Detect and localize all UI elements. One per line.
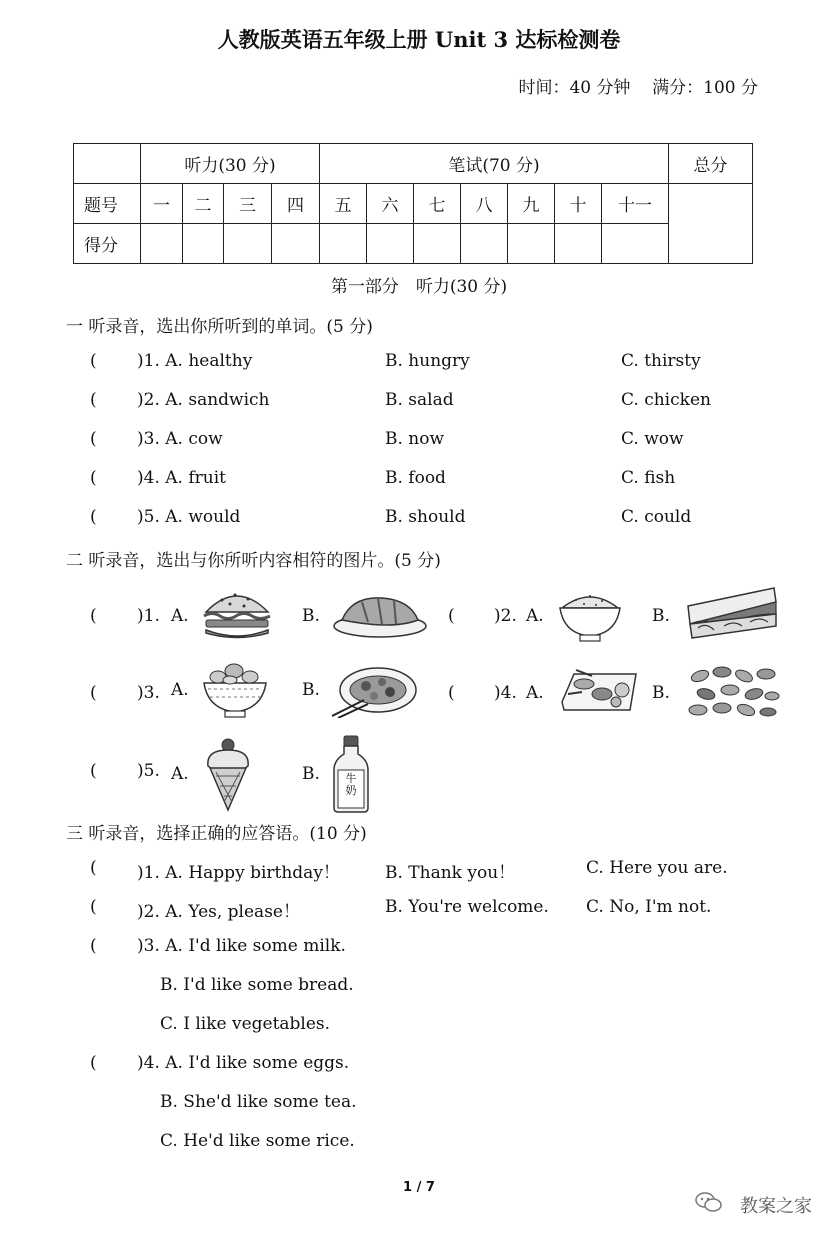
question-1-3-c: C. wow [621,429,684,449]
option-b-label: B. [302,606,320,626]
score-cell[interactable] [367,224,414,264]
question-3-3-b: B. I'd like some bread. [160,975,354,995]
food-tray-image[interactable] [558,664,640,714]
question-1-5-c: C. could [621,507,692,527]
answer-blank[interactable]: ( [90,936,97,956]
option-a-label: A. [171,764,189,784]
score-cell[interactable] [183,224,224,264]
question-3-2-b: B. You're welcome. [385,897,549,917]
answer-blank[interactable]: ( [448,606,455,626]
question-3-4-a: )4. A. I'd like some eggs. [137,1053,350,1073]
question-number: 十 [555,184,602,224]
hamburger-image[interactable] [200,586,274,642]
section-1-heading: 一 听录音，选出你所听到的单词。(5 分) [66,317,373,337]
dumpling-bowl-image[interactable] [200,659,270,719]
question-1-2-b: B. salad [385,390,454,410]
question-2-4-number: )4. [494,683,517,703]
section-3-heading: 三 听录音，选择正确的应答语。(10 分) [66,824,367,844]
wechat-icon [694,1190,724,1214]
question-2-2-number: )2. [494,606,517,626]
score-cell[interactable] [602,224,669,264]
score-table [73,143,753,264]
question-3-3-c: C. I like vegetables. [160,1014,331,1034]
salad-plate-image[interactable] [330,660,420,718]
sandwich-image[interactable] [684,584,780,642]
score-table-corner [74,144,141,184]
question-1-3-b: B. now [385,429,445,449]
question-number: 四 [272,184,320,224]
option-b-label: B. [302,680,320,700]
answer-blank[interactable]: ( [90,858,97,878]
question-1-3-a: )3. A. cow [137,429,223,449]
total-header: 总分 [669,144,753,184]
score-cell[interactable] [224,224,272,264]
answer-blank[interactable]: ( [90,351,97,371]
score-cell[interactable] [320,224,367,264]
option-a-label: A. [526,606,544,626]
option-b-label: B. [652,683,670,703]
answer-blank[interactable]: ( [90,897,97,917]
score-cell[interactable] [508,224,555,264]
candy-pile-image[interactable] [686,662,780,718]
question-1-4-c: C. fish [621,468,676,488]
question-3-3-a: )3. A. I'd like some milk. [137,936,346,956]
question-2-1-number: )1. [137,606,160,626]
exam-meta [518,73,758,98]
page-number: 1 / 7 [403,1180,435,1195]
score-cell[interactable] [272,224,320,264]
question-1-4-b: B. food [385,468,446,488]
score-cell[interactable] [414,224,461,264]
option-b-label: B. [652,606,670,626]
question-number: 九 [508,184,555,224]
answer-blank[interactable]: ( [90,761,97,781]
listening-header: 听力(30 分) [141,144,320,184]
answer-blank[interactable]: ( [448,683,455,703]
question-number: 八 [461,184,508,224]
question-1-2-a: )2. A. sandwich [137,390,270,410]
page-title: 人教版英语五年级上册 Unit 3 达标检测卷 [217,27,621,52]
question-1-5-b: B. should [385,507,466,527]
question-number: 一 [141,184,183,224]
question-2-5-number: )5. [137,761,160,781]
question-3-4-c: C. He'd like some rice. [160,1131,355,1151]
answer-blank[interactable]: ( [90,507,97,527]
answer-blank[interactable]: ( [90,1053,97,1073]
question-1-1-b: B. hungry [385,351,470,371]
fish-dish-image[interactable] [332,590,428,640]
option-b-label: B. [302,764,320,784]
option-a-label: A. [171,680,189,700]
rice-bowl-image[interactable] [556,584,624,644]
question-2-3-number: )3. [137,683,160,703]
written-header: 笔试(70 分) [320,144,669,184]
option-a-label: A. [526,683,544,703]
question-1-5-a: )5. A. would [137,507,241,527]
question-3-2-a: )2. A. Yes, please！ [137,902,300,922]
option-a-label: A. [171,606,189,626]
question-3-1-c: C. Here you are. [586,858,728,878]
score-row-label: 得分 [74,224,141,264]
answer-blank[interactable]: ( [90,468,97,488]
question-number: 六 [367,184,414,224]
question-1-2-c: C. chicken [621,390,711,410]
question-3-1-a: )1. A. Happy birthday！ [137,863,340,883]
question-3-2-c: C. No, I'm not. [586,897,712,917]
milk-bottle-label: 牛奶 [345,772,357,797]
question-number: 七 [414,184,461,224]
score-cell[interactable] [555,224,602,264]
section-2-heading: 二 听录音，选出与你所听内容相符的图片。(5 分) [66,551,441,571]
question-number: 五 [320,184,367,224]
answer-blank[interactable]: ( [90,429,97,449]
full-score: 满分：100 分 [652,78,758,98]
answer-blank[interactable]: ( [90,683,97,703]
question-number: 十一 [602,184,669,224]
part-one-title: 第一部分 听力(30 分) [330,277,508,297]
ice-cream-cone-image[interactable] [202,736,254,812]
watermark-text: 教案之家 [740,1196,812,1217]
score-cell[interactable] [141,224,183,264]
time-limit: 时间：40 分钟 [518,78,631,98]
total-score-cell[interactable] [669,184,753,264]
answer-blank[interactable]: ( [90,390,97,410]
score-cell[interactable] [461,224,508,264]
question-3-4-b: B. She'd like some tea. [160,1092,357,1112]
question-1-1-a: )1. A. healthy [137,351,253,371]
question-1-1-c: C. thirsty [621,351,701,371]
question-3-1-b: B. Thank you！ [385,863,516,883]
question-number: 二 [183,184,224,224]
question-1-4-a: )4. A. fruit [137,468,226,488]
question-number: 三 [224,184,272,224]
number-row-label: 题号 [74,184,141,224]
answer-blank[interactable]: ( [90,606,97,626]
